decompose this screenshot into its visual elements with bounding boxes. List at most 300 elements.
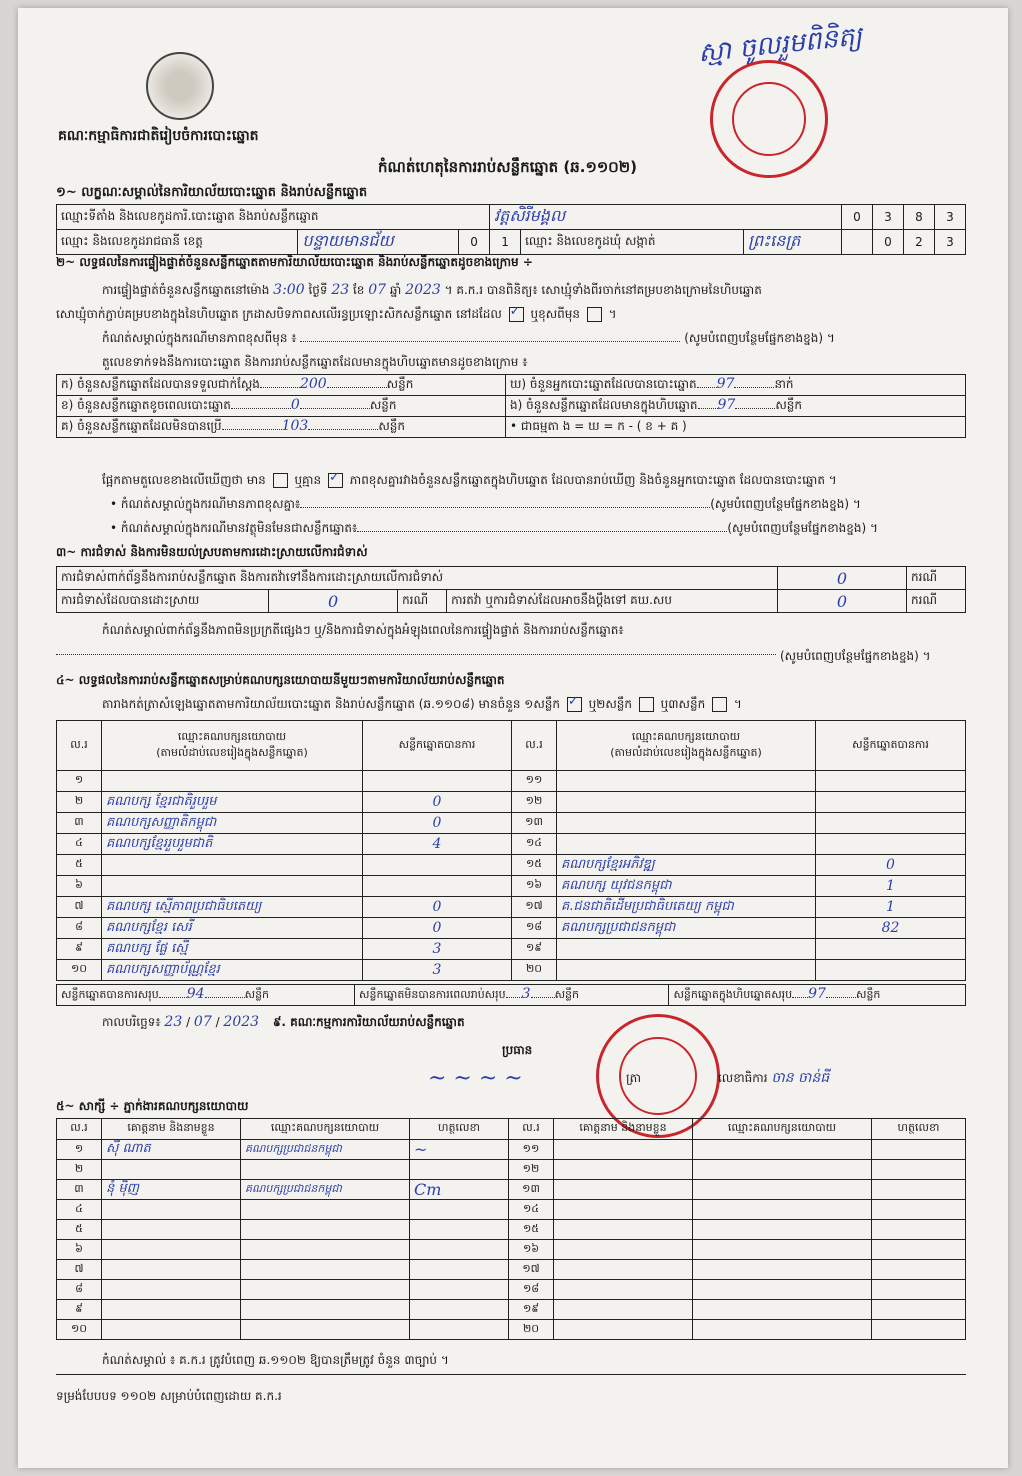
fill-note-4: (សូមបំពេញបន្ថែមផ្នែកខាងខ្នង) ។ xyxy=(780,649,931,663)
results-row xyxy=(57,939,966,960)
spoiled-unit: សន្លឹក xyxy=(369,398,397,412)
witness-name-right xyxy=(554,1320,693,1340)
witness-no-right: ១៩ xyxy=(509,1300,554,1320)
result-party-right: គណបក្សប្រជាជនកម្ពុជា xyxy=(557,918,816,939)
result-party-right xyxy=(557,792,816,813)
bullet-1 xyxy=(110,496,861,514)
result-party-left: គណបក្សខ្មែររួបរួមជាតិ xyxy=(102,834,363,855)
witness-row xyxy=(57,1220,966,1240)
total-box-value: 97 xyxy=(808,986,826,1002)
witness-no-right: ១៨ xyxy=(509,1280,554,1300)
witness-sign-left[interactable] xyxy=(410,1240,509,1260)
province-label: ឈ្មោះ និងលេខកូដរាជធានី ខេត្ត xyxy=(57,230,298,255)
verify-year: 2023 xyxy=(405,282,441,298)
verify-line-1 xyxy=(102,282,762,300)
in-box-value: 97 xyxy=(717,397,736,413)
w-col-no-left: ល.រ xyxy=(57,1119,102,1140)
fill-note-1: (សូមបំពេញបន្ថែមផ្នែកខាងខ្នង) ។ xyxy=(684,331,835,345)
witness-sign-left[interactable]: ~ xyxy=(410,1140,509,1160)
witness-name-right xyxy=(554,1240,693,1260)
witness-party-left xyxy=(241,1220,410,1240)
witness-name-left: ស៊ី ណាត xyxy=(102,1140,241,1160)
witness-sign-right[interactable] xyxy=(872,1300,966,1320)
witness-name-left xyxy=(102,1200,241,1220)
unused-unit: សន្លឹក xyxy=(378,419,406,433)
verify-month: 07 xyxy=(368,282,387,298)
col-party-left-title: ឈ្មោះគណបក្សនយោបាយ xyxy=(177,729,287,743)
total-invalid-value: 3 xyxy=(521,986,531,1002)
irregularity-dots xyxy=(56,654,776,655)
witness-party-left xyxy=(241,1260,410,1280)
resolved-label: ការជំទាស់ដែលបានដោះស្រាយ xyxy=(57,590,269,613)
figures-table xyxy=(56,374,966,438)
witness-row xyxy=(57,1320,966,1340)
result-votes-right xyxy=(816,960,966,981)
result-party-right: គណបក្ស យុវជនកម្ពុជា xyxy=(557,876,816,897)
commune-label: ឈ្មោះ និងលេខកូដឃុំ សង្កាត់ xyxy=(521,230,744,255)
result-party-right xyxy=(557,960,816,981)
witness-name-left xyxy=(102,1220,241,1240)
org-name: គណៈកម្មាធិការជាតិរៀបចំការបោះឆ្នោត xyxy=(58,128,259,144)
witness-no-left: ៣ xyxy=(57,1180,102,1200)
date-label: កាលបរិច្ឆេទ៖ xyxy=(102,1015,161,1029)
col-party-left-sub: (តាមលំដាប់លេខរៀងក្នុងសន្លឹកឆ្នោត) xyxy=(156,745,308,759)
total-box-label: សន្លឹកឆ្នោតក្នុងហិបឆ្នោតសរុប xyxy=(673,988,793,1001)
result-no-right: ១៥ xyxy=(512,855,557,876)
verify-line-2: សោឃ្មុំចាក់ភ្ជាប់គម្របខាងក្នុងនៃហិបឆ្នោត ក្រដាសបិទភាពសលើរន្ធប្រឡោះសិកសន្លឹកឆ្នោត នៅដដែល ✓ ឬខុសពីមុន ។ xyxy=(56,306,617,324)
witness-sign-left[interactable] xyxy=(410,1220,509,1240)
results-row xyxy=(57,897,966,918)
witness-no-right: ១១ xyxy=(509,1140,554,1160)
result-no-left: ៩ xyxy=(57,939,102,960)
result-no-right: ២០ xyxy=(512,960,557,981)
witness-name-left xyxy=(102,1280,241,1300)
difference-note-label: កំណត់សម្គាល់ក្នុងករណីមានភាពខុសពីមុន ៖ xyxy=(102,331,297,345)
result-votes-right xyxy=(816,834,966,855)
result-party-right xyxy=(557,834,816,855)
verify-time-label: ការផ្ទៀងផ្ទាត់ចំនួនសន្លឹកឆ្នោតនៅម៉ោង xyxy=(102,283,270,297)
witness-row xyxy=(57,1280,966,1300)
result-no-right: ១៨ xyxy=(512,918,557,939)
col-party-left xyxy=(102,721,363,771)
witness-no-right: ១៤ xyxy=(509,1200,554,1220)
result-votes-right: 0 xyxy=(816,855,966,876)
witness-no-left: ៦ xyxy=(57,1240,102,1260)
total-box-cell xyxy=(669,985,966,1006)
witness-sign-left[interactable] xyxy=(410,1300,509,1320)
witness-sign-left[interactable] xyxy=(410,1200,509,1220)
witness-no-left: ៩ xyxy=(57,1300,102,1320)
result-party-left xyxy=(102,855,363,876)
witness-party-right xyxy=(693,1180,872,1200)
witness-party-right xyxy=(693,1260,872,1280)
witness-sign-right[interactable] xyxy=(872,1200,966,1220)
location-code-4: 3 xyxy=(935,205,966,230)
discrepancy-line xyxy=(102,472,837,490)
figures-intro: តួលេខទាក់ទងនឹងការបោះឆ្នោត និងការរាប់សន្លឹកឆ្នោតដែលមានក្នុងហិបឆ្នោតមានដូចខាងក្រោម ៖ xyxy=(102,355,528,369)
date-line: កាលបរិច្ឆេទ៖ 23 / 07 / 2023 ៩. គណៈកម្មការការិយាល័យរាប់សន្លឹកឆ្នោត xyxy=(102,1014,465,1030)
result-party-left: គណបក្សសញ្ញាប័ណ្ណខ្មែរ xyxy=(102,960,363,981)
witness-name-left xyxy=(102,1240,241,1260)
witness-name-right xyxy=(554,1300,693,1320)
has-discrepancy-checkbox[interactable] xyxy=(273,473,288,488)
irregularity-note: កំណត់សម្គាល់ពាក់ព័ន្ធនឹងភាពមិនប្រក្រតីផ្សេងៗ ឬ/និងការជំទាស់ក្នុងអំឡុងពេលនៃការផ្ទៀងផ្ទាត់ និងការរាប់សន្លឹកឆ្នោត៖ xyxy=(102,623,624,637)
witness-name-left xyxy=(102,1300,241,1320)
no-discrepancy-checkbox[interactable] xyxy=(328,473,343,488)
appeal-value: 0 xyxy=(778,590,907,613)
witness-no-left: ៨ xyxy=(57,1280,102,1300)
two-sheet-checkbox[interactable] xyxy=(639,697,654,712)
form-title: កំណត់ហេតុនៃការរាប់សន្លឹកឆ្នោត (ឆ.១១០២) xyxy=(378,158,638,176)
result-no-left: ២ xyxy=(57,792,102,813)
results-row xyxy=(57,855,966,876)
witness-name-right xyxy=(554,1200,693,1220)
date-day: 23 xyxy=(164,1014,183,1030)
witness-row xyxy=(57,1240,966,1260)
col-no-left: ល.រ xyxy=(57,721,102,771)
witness-no-right: ១៥ xyxy=(509,1220,554,1240)
stamp-label: ត្រា xyxy=(626,1071,641,1085)
result-votes-left: 0 xyxy=(363,792,512,813)
total-invalid-unit: សន្លឹក xyxy=(554,988,580,1001)
witness-row xyxy=(57,1180,966,1200)
secretary-line xyxy=(718,1068,829,1089)
col-votes-left: សន្លឹកឆ្នោតបានការ xyxy=(363,721,512,771)
results-row xyxy=(57,834,966,855)
document-page xyxy=(18,8,1008,1468)
col-votes-right: សន្លឹកឆ្នោតបានការ xyxy=(816,721,966,771)
day-label: ថ្ងៃទី xyxy=(308,283,328,297)
col-no-right: ល.រ xyxy=(512,721,557,771)
col-party-right-sub: (តាមលំដាប់លេខរៀងក្នុងសន្លឹកឆ្នោត) xyxy=(610,745,762,759)
in-box-unit: សន្លឹក xyxy=(775,398,802,412)
result-votes-right: 1 xyxy=(816,897,966,918)
total-invalid-cell xyxy=(355,985,669,1006)
province-code-1: 0 xyxy=(459,230,490,255)
commune-value: ព្រះនេត្រ xyxy=(744,230,842,255)
received-unit: សន្លឹក xyxy=(386,377,414,391)
result-no-left: ១០ xyxy=(57,960,102,981)
results-row xyxy=(57,771,966,792)
section-3-title: ៣~ ការជំទាស់ និងការមិនយល់ស្របតាមការដោះស្រាយលើការជំទាស់ xyxy=(56,545,368,559)
resolved-unit: ករណី xyxy=(398,590,447,613)
witness-party-right xyxy=(693,1160,872,1180)
objection-value: 0 xyxy=(778,567,907,590)
bullet-2 xyxy=(110,520,878,538)
verify-time: 3:00 xyxy=(273,282,305,298)
witness-party-right xyxy=(693,1240,872,1260)
unused-label: គ) ចំនួនសន្លឹកឆ្នោតដែលមិនបានប្រើ xyxy=(61,419,222,433)
unused-value: 103 xyxy=(281,418,309,434)
witness-party-left xyxy=(241,1320,410,1340)
footer-text: ទម្រង់បែបបទ ១១០២ សម្រាប់បំពេញដោយ គ.ក.រ xyxy=(56,1389,282,1403)
witness-row xyxy=(57,1160,966,1180)
result-no-left: ១ xyxy=(57,771,102,792)
result-votes-right xyxy=(816,939,966,960)
three-sheet-label: ឬ៣សន្លឹក xyxy=(660,697,706,711)
province-value: បន្ទាយមានជ័យ xyxy=(298,230,459,255)
witness-sign-right[interactable] xyxy=(872,1320,966,1340)
resolved-value: 0 xyxy=(269,590,398,613)
section-1-title: ១~ លក្ខណៈសម្គាល់នៃការិយាល័យបោះឆ្នោត និងរាប់សន្លឹកឆ្នោត xyxy=(56,185,368,200)
witness-sign-left[interactable] xyxy=(410,1260,509,1280)
results-row xyxy=(57,918,966,939)
chair-label: ប្រធាន xyxy=(502,1043,533,1057)
result-party-right: គណបក្សខ្មែរអភិវឌ្ឍ xyxy=(557,855,816,876)
appeal-label: ការតវ៉ា ឬការជំទាស់ដែលអាចនឹងប្តឹងទៅ គឃ.សប xyxy=(447,590,778,613)
result-votes-right xyxy=(816,813,966,834)
secretary-signature: ចាន ចាន់ធី xyxy=(771,1070,830,1086)
bullet-2-label: • កំណត់សម្គាល់ក្នុងករណីមានវត្ថុមិនមែនជាសន្លឹកឆ្នោត៖ xyxy=(110,521,358,535)
commune-code-1: 0 xyxy=(873,230,904,255)
result-votes-left xyxy=(363,876,512,897)
result-party-right: គ.ជនជាតិដើមប្រជាធិបតេយ្យ កម្ពុជា xyxy=(557,897,816,918)
red-stamp-top xyxy=(710,60,828,178)
results-row xyxy=(57,792,966,813)
voters-unit: នាក់ xyxy=(774,377,794,391)
changed-checkbox[interactable] xyxy=(587,307,602,322)
witness-sign-right[interactable] xyxy=(872,1260,966,1280)
in-box-label: ង) ចំនួនសន្លឹកឆ្នោតដែលមានក្នុងហិបឆ្នោត xyxy=(510,398,698,412)
witness-sign-right[interactable] xyxy=(872,1140,966,1160)
has-label: ផ្អែកតាមតួលេខខាងលើឃើញថា មាន xyxy=(102,473,266,487)
appeal-unit: ករណី xyxy=(907,590,966,613)
result-votes-right: 1 xyxy=(816,876,966,897)
result-no-right: ១៦ xyxy=(512,876,557,897)
bullet-1-label: • កំណត់សម្គាល់ក្នុងករណីមានភាពខុសគ្នា៖ xyxy=(110,497,301,511)
witness-name-right xyxy=(554,1260,693,1280)
spoiled-label: ខ) ចំនួនសន្លឹកឆ្នោតខូចពេលបោះឆ្នោត xyxy=(61,398,231,412)
total-valid-label: សន្លឹកឆ្នោតបានការសរុប xyxy=(61,988,159,1001)
witness-party-left xyxy=(241,1200,410,1220)
witness-sign-right[interactable] xyxy=(872,1180,966,1200)
verify-line-1-tail: ។ គ.ក.រ បានពិនិត្យ៖ សោឃ្មុំទាំងពីរចាក់នៅគម្របខាងក្រោមនៃហិបឆ្នោត xyxy=(444,283,762,297)
result-party-right xyxy=(557,939,816,960)
total-box-unit: សន្លឹក xyxy=(855,988,881,1001)
result-votes-left: 0 xyxy=(363,918,512,939)
result-no-left: ៦ xyxy=(57,876,102,897)
witness-party-right xyxy=(693,1140,872,1160)
date-month: 07 xyxy=(193,1014,212,1030)
witness-sign-left[interactable]: Cm xyxy=(410,1180,509,1200)
changed-label: ឬខុសពីមុន xyxy=(530,307,580,321)
none-label: ឬគ្មាន xyxy=(294,473,322,487)
witness-party-left xyxy=(241,1240,410,1260)
section-5-title: ៥~ សាក្សី ÷ ភ្នាក់ងារគណបក្សនយោបាយ xyxy=(56,1099,249,1113)
result-votes-left: 3 xyxy=(363,960,512,981)
result-party-left: គណបក្ស ខ្មែរជាតិរួបរួម xyxy=(102,792,363,813)
total-valid-cell xyxy=(57,985,355,1006)
verify-day: 23 xyxy=(331,282,350,298)
witness-name-left xyxy=(102,1260,241,1280)
witness-no-right: ១៦ xyxy=(509,1240,554,1260)
w-col-name-right: គោត្តនាម និងនាមខ្លួន xyxy=(554,1119,693,1140)
witness-no-left: ៧ xyxy=(57,1260,102,1280)
result-votes-right xyxy=(816,771,966,792)
witness-party-right xyxy=(693,1320,872,1340)
results-table xyxy=(56,720,966,981)
witness-sign-left[interactable] xyxy=(410,1280,509,1300)
secretary-label: លេខាធិការ xyxy=(718,1071,768,1085)
location-code-3: 8 xyxy=(904,205,935,230)
witness-no-left: ១០ xyxy=(57,1320,102,1340)
witness-sign-left[interactable] xyxy=(410,1160,509,1180)
total-invalid-label: សន្លឹកឆ្នោតមិនបានការពេលរាប់សរុប xyxy=(359,988,506,1001)
result-party-left xyxy=(102,876,363,897)
witness-row xyxy=(57,1300,966,1320)
results-row xyxy=(57,876,966,897)
total-valid-unit: សន្លឹក xyxy=(244,988,270,1001)
footer-rule xyxy=(56,1374,966,1375)
w-col-party-left: ឈ្មោះគណបក្សនយោបាយ xyxy=(241,1119,410,1140)
witness-no-left: ១ xyxy=(57,1140,102,1160)
received-label: ក) ចំនួនសន្លឹកឆ្នោតដែលបានទទួលជាក់ស្តែង xyxy=(61,377,260,391)
section-2-title: ២~ លទ្ធផលនៃការផ្ទៀងផ្ទាត់ចំនួនសន្លឹកឆ្នោតតាមការិយាល័យបោះឆ្នោត និងរាប់សន្លឹកឆ្នោតដូចខាងក្រោម ÷ xyxy=(56,255,533,269)
witness-footnote: កំណត់សម្គាល់ ៖ គ.ក.រ ត្រូវបំពេញ ឆ.១១០២ ឱ្យបានត្រឹមត្រូវ ចំនួន ៣ច្បាប់ ។ xyxy=(102,1353,449,1367)
section-1-table xyxy=(56,204,966,255)
witness-name-right xyxy=(554,1180,693,1200)
witness-name-right xyxy=(554,1140,693,1160)
result-party-left: គណបក្សសញ្ញាតិកម្ពុជា xyxy=(102,813,363,834)
result-no-right: ១២ xyxy=(512,792,557,813)
result-no-right: ១១ xyxy=(512,771,557,792)
witness-sign-right[interactable] xyxy=(872,1220,966,1240)
location-code-1: 0 xyxy=(842,205,873,230)
result-party-left: គណបក្ស ផ្លែ ស្មើ xyxy=(102,939,363,960)
location-code-2: 3 xyxy=(873,205,904,230)
witness-party-right xyxy=(693,1300,872,1320)
witness-party-right xyxy=(693,1200,872,1220)
total-valid-value: 94 xyxy=(186,986,205,1002)
witness-row xyxy=(57,1140,966,1160)
witness-sign-right[interactable] xyxy=(872,1160,966,1180)
witness-name-right xyxy=(554,1280,693,1300)
witness-party-left: គណបក្សប្រជាជនកម្ពុជា xyxy=(241,1180,410,1200)
witness-name-right xyxy=(554,1220,693,1240)
result-no-left: ៨ xyxy=(57,918,102,939)
totals-table xyxy=(56,984,966,1006)
witness-no-left: ៤ xyxy=(57,1200,102,1220)
col-party-right xyxy=(557,721,816,771)
w-col-name-left: គោត្តនាម និងនាមខ្លួន xyxy=(102,1119,241,1140)
result-no-right: ១៤ xyxy=(512,834,557,855)
result-votes-left: 0 xyxy=(363,897,512,918)
witness-no-right: ១៧ xyxy=(509,1260,554,1280)
top-right-note: ស្មា ចូលរួមពិនិត្យ xyxy=(696,21,864,69)
witness-party-left: គណបក្សប្រជាជនកម្ពុជា xyxy=(241,1140,410,1160)
result-votes-left xyxy=(363,771,512,792)
section-3-table xyxy=(56,566,966,613)
spoiled-value: 0 xyxy=(290,397,300,413)
two-sheet-label: ឬ២សន្លឹក xyxy=(588,697,633,711)
w-col-sign-left: ហត្ថលេខា xyxy=(410,1119,509,1140)
witness-no-right: ២០ xyxy=(509,1320,554,1340)
results-row xyxy=(57,960,966,981)
witness-name-left: នុំ ម៉ិញ xyxy=(102,1180,241,1200)
result-votes-left xyxy=(363,855,512,876)
result-no-left: ៤ xyxy=(57,834,102,855)
witness-name-left xyxy=(102,1320,241,1340)
voters-value: 97 xyxy=(716,376,735,392)
w-col-sign-right: ហត្ថលេខា xyxy=(872,1119,966,1140)
province-code-2: 1 xyxy=(490,230,521,255)
witness-party-left xyxy=(241,1280,410,1300)
result-votes-left: 3 xyxy=(363,939,512,960)
month-label: ខែ xyxy=(352,283,365,297)
witness-party-right xyxy=(693,1280,872,1300)
date-year: 2023 xyxy=(223,1014,260,1030)
difference-note-line xyxy=(102,330,835,348)
fill-note-2: (សូមបំពេញបន្ថែមផ្នែកខាងខ្នង) ។ xyxy=(710,497,861,511)
section-4-title: ៤~ លទ្ធផលនៃការរាប់សន្លឹកឆ្នោតសម្រាប់គណបក្សនយោបាយនីមួយៗតាមការិយាល័យរាប់សន្លឹកឆ្នោត xyxy=(56,673,505,687)
year-label: ឆ្នាំ xyxy=(389,283,402,297)
witness-no-right: ១២ xyxy=(509,1160,554,1180)
commission-line: ៩. គណៈកម្មការការិយាល័យរាប់សន្លឹកឆ្នោត xyxy=(272,1015,465,1029)
nec-emblem-icon xyxy=(146,52,214,120)
result-no-right: ១៧ xyxy=(512,897,557,918)
witness-table xyxy=(56,1118,966,1340)
commune-code-2: 2 xyxy=(904,230,935,255)
result-no-left: ៧ xyxy=(57,897,102,918)
witness-no-left: ៥ xyxy=(57,1220,102,1240)
witness-sign-left[interactable] xyxy=(410,1320,509,1340)
location-label: ឈ្មោះទីតាំង និងលេខកូដការិ.បោះឆ្នោត និងរាប់សន្លឹកឆ្នោត xyxy=(57,205,490,230)
witness-party-right xyxy=(693,1220,872,1240)
witness-row xyxy=(57,1260,966,1280)
result-votes-right: 82 xyxy=(816,918,966,939)
result-party-right xyxy=(557,813,816,834)
witness-row xyxy=(57,1200,966,1220)
witness-sign-right[interactable] xyxy=(872,1280,966,1300)
objection-label: ការជំទាស់ពាក់ព័ន្ធនឹងការរាប់សន្លឹកឆ្នោត និងការតវ៉ាទៅនឹងការដោះស្រាយលើការជំទាស់ xyxy=(57,567,778,590)
tally-sheet-line: តារាងកត់ត្រាសំឡេងឆ្នោតតាមការិយាល័យបោះឆ្នោត និងរាប់សន្លឹកឆ្នោត (ឆ.១១០៨) មានចំនួន ១សន្លឹក ✓ ឬ២សន្លឹក ឬ៣សន្លឹក ។ xyxy=(102,696,742,714)
objection-unit: ករណី xyxy=(907,567,966,590)
result-party-left: គណបក្សខ្មែរ សេរី xyxy=(102,918,363,939)
witness-name-right xyxy=(554,1160,693,1180)
witness-party-left xyxy=(241,1300,410,1320)
verify-line-2-text: សោឃ្មុំចាក់ភ្ជាប់គម្របខាងក្នុងនៃហិបឆ្នោត ក្រដាសបិទភាពសលើរន្ធប្រឡោះសិកសន្លឹកឆ្នោត នៅដដែល xyxy=(56,307,502,321)
witness-no-right: ១៣ xyxy=(509,1180,554,1200)
location-value: វត្តសិរីមង្គល xyxy=(490,205,842,230)
result-party-left xyxy=(102,771,363,792)
result-votes-left: 4 xyxy=(363,834,512,855)
witness-party-left xyxy=(241,1160,410,1180)
w-col-no-right: ល.រ xyxy=(509,1119,554,1140)
tally-sheet-text: តារាងកត់ត្រាសំឡេងឆ្នោតតាមការិយាល័យបោះឆ្នោត និងរាប់សន្លឹកឆ្នោត (ឆ.១១០៨) មានចំនួន ១សន្លឹក xyxy=(102,697,560,711)
w-col-party-right: ឈ្មោះគណបក្សនយោបាយ xyxy=(693,1119,872,1140)
chair-signature: ~ ~ ~ ~ xyxy=(428,1066,523,1091)
formula: • ជាធម្មតា ង = ឃ = ក - ( ខ + គ ) xyxy=(506,417,966,438)
result-party-left: គណបក្ស ស្មើភាពប្រជាធិបតេយ្យ xyxy=(102,897,363,918)
result-votes-left: 0 xyxy=(363,813,512,834)
discrepancy-text: ភាពខុសគ្នារវាងចំនួនសន្លឹកឆ្នោតក្នុងហិបឆ្នោត ដែលបានរាប់ឃើញ និងចំនួនអ្នកបោះឆ្នោត ដែលបានបោះឆ្នោត ។ xyxy=(349,473,837,487)
col-party-right-title: ឈ្មោះគណបក្សនយោបាយ xyxy=(631,729,741,743)
voters-label: ឃ) ចំនួនអ្នកបោះឆ្នោតដែលបានបោះឆ្នោត xyxy=(510,377,697,391)
witness-sign-right[interactable] xyxy=(872,1240,966,1260)
result-no-left: ៣ xyxy=(57,813,102,834)
result-no-right: ១៩ xyxy=(512,939,557,960)
witness-name-left xyxy=(102,1160,241,1180)
fill-note-3: (សូមបំពេញបន្ថែមផ្នែកខាងខ្នង) ។ xyxy=(727,521,878,535)
three-sheet-checkbox[interactable] xyxy=(712,697,727,712)
result-votes-right xyxy=(816,792,966,813)
received-value: 200 xyxy=(299,376,327,392)
witness-no-left: ២ xyxy=(57,1160,102,1180)
result-no-right: ១៣ xyxy=(512,813,557,834)
unchanged-checkbox[interactable] xyxy=(509,307,524,322)
results-row xyxy=(57,813,966,834)
one-sheet-checkbox[interactable] xyxy=(567,697,582,712)
